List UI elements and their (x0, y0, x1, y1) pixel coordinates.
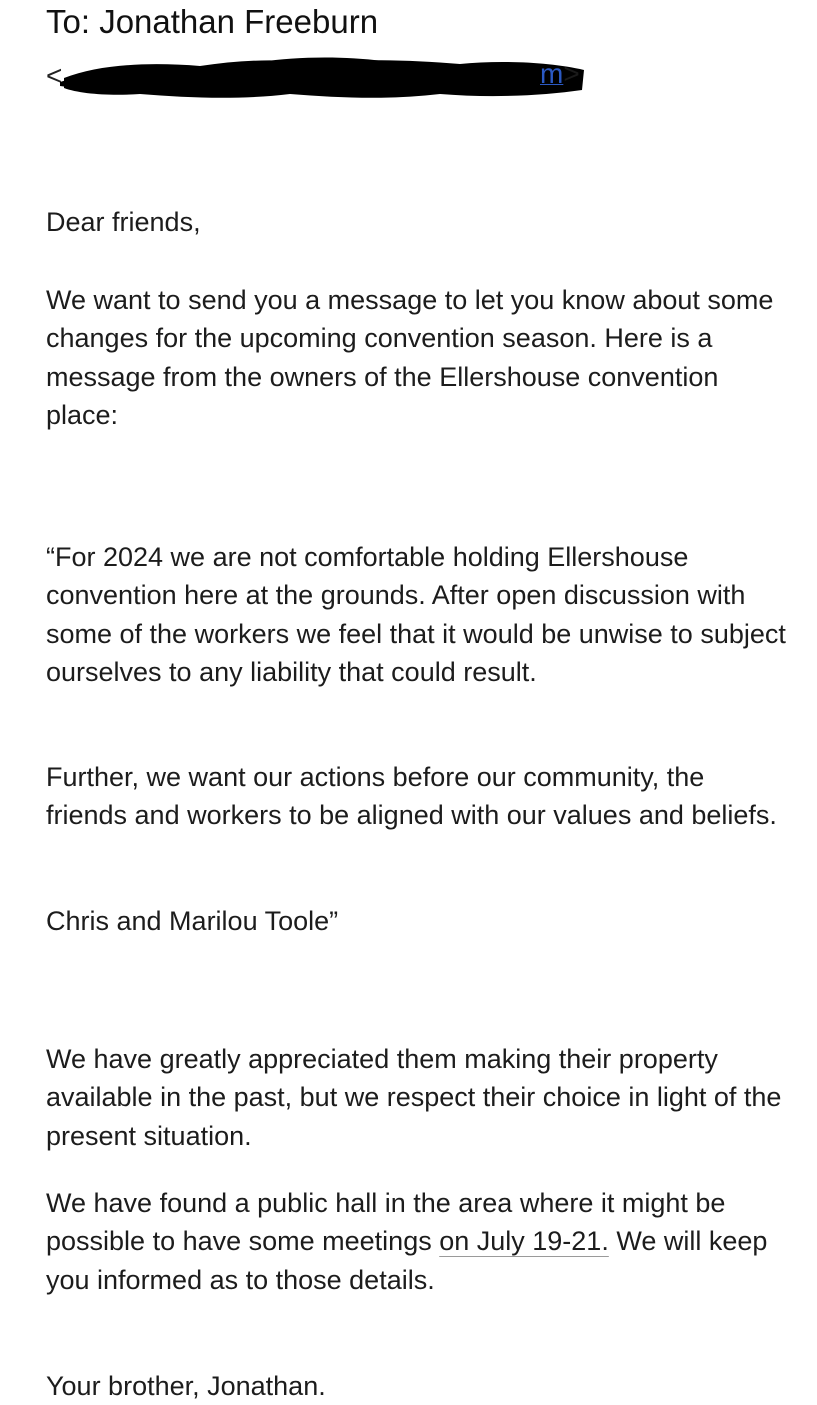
quote-paragraph-2: Further, we want our actions before our community, the friends and workers to be aligned with our values and beliefs. (46, 762, 777, 831)
address-open-bracket: < (46, 60, 63, 91)
recipient-email-address[interactable] (46, 56, 646, 100)
intro-paragraph: We want to send you a message to let you know about some changes for the upcoming convention season. Here is a message from the owners of the Ellershouse convention place: (46, 285, 774, 430)
email-link-fragment[interactable]: m (540, 58, 564, 89)
address-tail (540, 58, 580, 90)
address-close-bracket: > (563, 58, 580, 89)
date-link[interactable]: on July 19-21. (439, 1226, 609, 1257)
quote-paragraph-1: “For 2024 we are not comfortable holding Ellershouse convention here at the grounds. After open discussion with some of the workers we feel that it would be unwise to subject ourselves to any liability that could result. (46, 542, 786, 687)
hall-text-before: We have found a public hall in the area where it might be possible to have some meetings (46, 1188, 726, 1257)
signoff: Your brother, Jonathan. (46, 1371, 326, 1401)
public-hall-paragraph (46, 1184, 786, 1299)
quote-signature: Chris and Marilou Toole” (46, 906, 339, 936)
appreciation-paragraph: We have greatly appreciated them making their property available in the past, but we respect their choice in light of the present situation. (46, 1044, 782, 1151)
recipient-line: To: Jonathan Freeburn (46, 3, 379, 40)
greeting: Dear friends, (46, 207, 201, 237)
redaction-scribble (60, 56, 588, 100)
hall-text-after: We will keep you informed as to those details. (46, 1226, 768, 1295)
